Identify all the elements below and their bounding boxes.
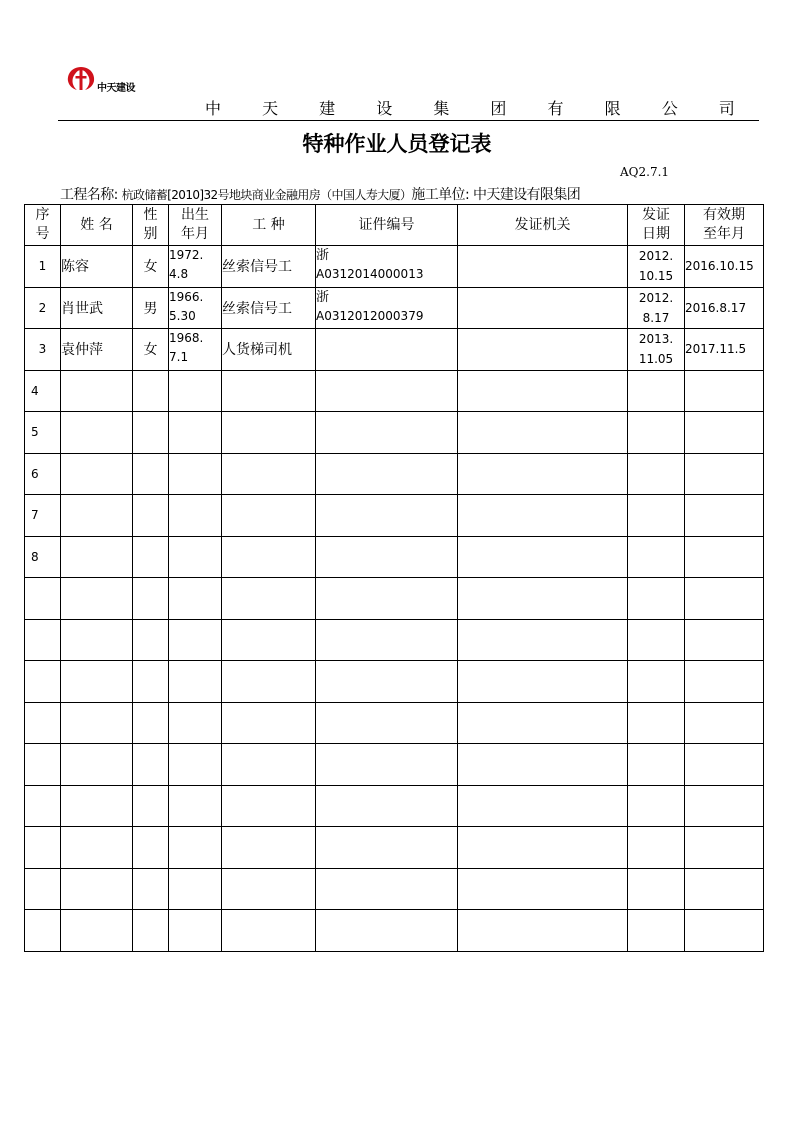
cell-issue-date <box>628 868 685 910</box>
unit-label: 施工单位: <box>411 187 470 203</box>
cell-name <box>61 785 133 827</box>
cell-seq <box>25 827 61 869</box>
table-row <box>25 785 764 827</box>
table-row <box>25 578 764 620</box>
cell-expiry-text: 2016.10.15 <box>685 259 754 274</box>
cell-birth <box>169 370 222 412</box>
cell-authority <box>458 910 628 952</box>
cell-cert <box>316 785 458 827</box>
table-row <box>25 744 764 786</box>
cell-issue-date <box>628 744 685 786</box>
cell-cert <box>316 370 458 412</box>
cell-expiry <box>685 827 764 869</box>
cell-seq <box>25 785 61 827</box>
project-name: 杭政储蓄[2010]32号地块商业金融用房（中国人寿大厦） <box>121 188 412 202</box>
cell-job-text: 丝索信号工 <box>222 259 292 276</box>
cell-seq-text: 3 <box>38 342 47 357</box>
cell-name <box>61 246 133 288</box>
cell-gender <box>133 495 169 537</box>
cell-issue-date <box>628 785 685 827</box>
cell-name <box>61 827 133 869</box>
cell-gender <box>133 827 169 869</box>
table-row <box>25 619 764 661</box>
cell-seq <box>25 412 61 454</box>
cell-job <box>222 619 316 661</box>
cell-birth-text: 4.8 <box>169 267 189 281</box>
cell-name-text: 袁仲萍 <box>61 342 103 359</box>
cell-birth <box>169 868 222 910</box>
header-rule <box>58 120 759 121</box>
header-expiry <box>685 205 764 246</box>
cell-name <box>61 329 133 371</box>
cell-issue-date <box>628 536 685 578</box>
cell-name <box>61 744 133 786</box>
header-text: 性 <box>143 207 158 223</box>
cell-job <box>222 910 316 952</box>
cell-cert-text: A0312012000379 <box>316 308 424 323</box>
cell-gender <box>133 578 169 620</box>
cell-issue-date <box>628 910 685 952</box>
table-header-row <box>25 205 764 246</box>
cell-expiry <box>685 329 764 371</box>
cell-issue-date-text: 10.15 <box>638 269 674 284</box>
table-row <box>25 412 764 454</box>
header-issue-date <box>628 205 685 246</box>
cell-cert-text: 浙 <box>316 248 330 263</box>
cell-cert <box>316 910 458 952</box>
cell-birth-text: 1968. <box>169 331 204 345</box>
header-text: 序 <box>35 207 50 223</box>
cell-cert <box>316 536 458 578</box>
company-logo-icon <box>66 64 96 92</box>
header-cert <box>316 205 458 246</box>
cell-gender <box>133 246 169 288</box>
cell-authority <box>458 246 628 288</box>
cell-job <box>222 827 316 869</box>
cell-authority <box>458 578 628 620</box>
cell-birth <box>169 495 222 537</box>
cell-cert <box>316 578 458 620</box>
cell-seq <box>25 329 61 371</box>
cell-name <box>61 868 133 910</box>
cell-seq-text: 5 <box>31 425 39 440</box>
table-row <box>25 868 764 910</box>
cell-expiry <box>685 702 764 744</box>
header-birth <box>169 205 222 246</box>
cell-expiry <box>685 246 764 288</box>
cell-name-text: 陈容 <box>61 259 89 276</box>
cell-seq <box>25 246 61 288</box>
cell-cert <box>316 246 458 288</box>
cell-job <box>222 578 316 620</box>
header-authority <box>458 205 628 246</box>
cell-birth <box>169 619 222 661</box>
cell-birth-text: 7.1 <box>169 350 189 364</box>
cell-birth <box>169 578 222 620</box>
cell-seq <box>25 910 61 952</box>
cell-seq-text: 7 <box>31 508 39 523</box>
cell-authority <box>458 868 628 910</box>
cell-expiry-text: 2016.8.17 <box>685 300 747 315</box>
cell-name <box>61 536 133 578</box>
cell-issue-date-text: 11.05 <box>638 352 674 367</box>
cell-seq <box>25 287 61 329</box>
cell-seq <box>25 661 61 703</box>
cell-seq <box>25 578 61 620</box>
cell-expiry <box>685 536 764 578</box>
cell-birth <box>169 827 222 869</box>
cell-issue-date <box>628 287 685 329</box>
header-text: 至年月 <box>703 226 745 242</box>
cell-gender <box>133 536 169 578</box>
cell-authority <box>458 287 628 329</box>
cell-gender <box>133 370 169 412</box>
cell-seq-text: 8 <box>31 549 39 564</box>
cell-issue-date <box>628 329 685 371</box>
page-title: 特种作业人员登记表 <box>302 132 492 156</box>
cell-expiry <box>685 495 764 537</box>
cell-issue-date <box>628 453 685 495</box>
cell-gender <box>133 910 169 952</box>
cell-expiry <box>685 619 764 661</box>
cell-gender <box>133 785 169 827</box>
cell-job <box>222 246 316 288</box>
cell-name <box>61 661 133 703</box>
table-row <box>25 910 764 952</box>
cell-birth <box>169 785 222 827</box>
cell-gender <box>133 619 169 661</box>
header-text: 日期 <box>642 226 670 242</box>
cell-issue-date <box>628 370 685 412</box>
cell-gender <box>133 453 169 495</box>
header-text: 发证 <box>642 207 670 223</box>
cell-cert <box>316 495 458 537</box>
cell-seq-text: 6 <box>31 466 39 481</box>
cell-job <box>222 661 316 703</box>
cell-authority <box>458 495 628 537</box>
cell-cert-text: A0312014000013 <box>316 267 424 281</box>
cell-issue-date <box>628 827 685 869</box>
cell-authority <box>458 661 628 703</box>
cell-name <box>61 702 133 744</box>
table-row <box>25 287 764 329</box>
table-row <box>25 246 764 288</box>
header-gender <box>133 205 169 246</box>
cell-seq <box>25 453 61 495</box>
unit-name: 中天建设有限集团 <box>472 187 581 203</box>
cell-expiry <box>685 744 764 786</box>
cell-birth <box>169 453 222 495</box>
cell-job <box>222 453 316 495</box>
cell-issue-date <box>628 412 685 454</box>
cell-seq <box>25 868 61 910</box>
cell-authority <box>458 702 628 744</box>
cell-issue-date <box>628 619 685 661</box>
cell-expiry <box>685 287 764 329</box>
cell-expiry <box>685 785 764 827</box>
cell-seq <box>25 702 61 744</box>
cell-issue-date-text: 2013. <box>638 332 674 347</box>
cell-seq-text: 1 <box>38 259 47 274</box>
cell-birth-text: 5.30 <box>169 308 196 323</box>
cell-job <box>222 287 316 329</box>
cell-authority <box>458 785 628 827</box>
header-job <box>222 205 316 246</box>
header-text: 年月 <box>181 226 209 242</box>
cell-birth <box>169 287 222 329</box>
cell-authority <box>458 536 628 578</box>
table-row <box>25 536 764 578</box>
cell-gender <box>133 744 169 786</box>
table-row <box>25 827 764 869</box>
cell-birth-text: 1972. <box>169 248 204 262</box>
cell-expiry <box>685 412 764 454</box>
cell-gender <box>133 329 169 371</box>
cell-expiry <box>685 578 764 620</box>
table-row <box>25 495 764 537</box>
cell-expiry-text: 2017.11.5 <box>685 342 747 357</box>
cell-authority <box>458 453 628 495</box>
cell-job <box>222 329 316 371</box>
cell-seq <box>25 370 61 412</box>
table-row <box>25 661 764 703</box>
cell-cert-text: 浙 <box>316 289 330 305</box>
cell-cert <box>316 744 458 786</box>
cell-job-text: 丝索信号工 <box>222 300 292 317</box>
cell-name <box>61 910 133 952</box>
cell-expiry <box>685 453 764 495</box>
header-text: 别 <box>143 226 158 242</box>
header-text: 有效期 <box>703 207 745 223</box>
cell-birth <box>169 661 222 703</box>
cell-authority <box>458 329 628 371</box>
cell-birth-text: 1966. <box>169 289 204 304</box>
cell-seq-text: 2 <box>38 300 47 315</box>
cell-birth <box>169 329 222 371</box>
cell-cert <box>316 827 458 869</box>
cell-issue-date <box>628 246 685 288</box>
cell-authority <box>458 370 628 412</box>
cell-cert <box>316 619 458 661</box>
cell-expiry <box>685 910 764 952</box>
cell-gender <box>133 412 169 454</box>
cell-name <box>61 619 133 661</box>
cell-authority <box>458 412 628 454</box>
table-row <box>25 453 764 495</box>
cell-gender-text: 男 <box>143 300 158 317</box>
cell-gender-text: 女 <box>143 259 158 276</box>
cell-job <box>222 785 316 827</box>
cell-job <box>222 702 316 744</box>
cell-name <box>61 412 133 454</box>
cell-seq <box>25 536 61 578</box>
cell-cert <box>316 329 458 371</box>
cell-job <box>222 370 316 412</box>
table-row <box>25 370 764 412</box>
cell-issue-date-text: 8.17 <box>642 310 670 325</box>
cell-issue-date <box>628 578 685 620</box>
cell-birth <box>169 744 222 786</box>
company-name: 中 天 建 设 集 团 有 限 公 司 <box>205 99 753 118</box>
cell-cert <box>316 412 458 454</box>
cell-authority <box>458 827 628 869</box>
form-code: AQ2.7.1 <box>620 165 670 179</box>
header-text: 号 <box>35 226 50 242</box>
header-text: 出生 <box>181 207 209 223</box>
cell-job <box>222 495 316 537</box>
cell-authority <box>458 619 628 661</box>
cell-job-text: 人货梯司机 <box>222 342 292 359</box>
cell-name <box>61 453 133 495</box>
cell-name <box>61 578 133 620</box>
cell-gender-text: 女 <box>143 342 158 359</box>
header-text: 姓 名 <box>80 216 113 233</box>
cell-expiry <box>685 661 764 703</box>
project-line <box>60 184 580 204</box>
cell-gender <box>133 287 169 329</box>
cell-gender <box>133 661 169 703</box>
cell-seq <box>25 619 61 661</box>
header-text: 发证机关 <box>514 216 571 233</box>
cell-seq <box>25 744 61 786</box>
cell-cert <box>316 702 458 744</box>
cell-authority <box>458 744 628 786</box>
cell-name <box>61 370 133 412</box>
cell-cert <box>316 453 458 495</box>
cell-job <box>222 536 316 578</box>
header-name <box>61 205 133 246</box>
cell-issue-date-text: 2012. <box>638 290 674 305</box>
cell-cert <box>316 661 458 703</box>
cell-issue-date-text: 2012. <box>638 249 674 264</box>
cell-issue-date <box>628 702 685 744</box>
cell-job <box>222 868 316 910</box>
cell-issue-date <box>628 661 685 703</box>
cell-birth <box>169 246 222 288</box>
company-logo <box>66 64 156 94</box>
table-row <box>25 329 764 371</box>
table-row <box>25 702 764 744</box>
cell-expiry <box>685 370 764 412</box>
cell-cert <box>316 287 458 329</box>
cell-expiry <box>685 868 764 910</box>
cell-job <box>222 744 316 786</box>
cell-issue-date <box>628 495 685 537</box>
header-seq <box>25 205 61 246</box>
cell-name <box>61 495 133 537</box>
personnel-table <box>24 204 764 952</box>
logo-text: 中天建设 <box>97 83 135 94</box>
cell-birth <box>169 536 222 578</box>
cell-job <box>222 412 316 454</box>
cell-gender <box>133 868 169 910</box>
cell-gender <box>133 702 169 744</box>
cell-name <box>61 287 133 329</box>
cell-seq-text: 4 <box>31 383 39 398</box>
cell-birth <box>169 702 222 744</box>
cell-birth <box>169 412 222 454</box>
cell-name-text: 肖世武 <box>61 300 103 317</box>
project-label: 工程名称: <box>60 187 118 203</box>
header-text: 工 种 <box>252 216 285 233</box>
cell-seq <box>25 495 61 537</box>
cell-cert <box>316 868 458 910</box>
cell-birth <box>169 910 222 952</box>
header-text: 证件编号 <box>358 216 415 233</box>
